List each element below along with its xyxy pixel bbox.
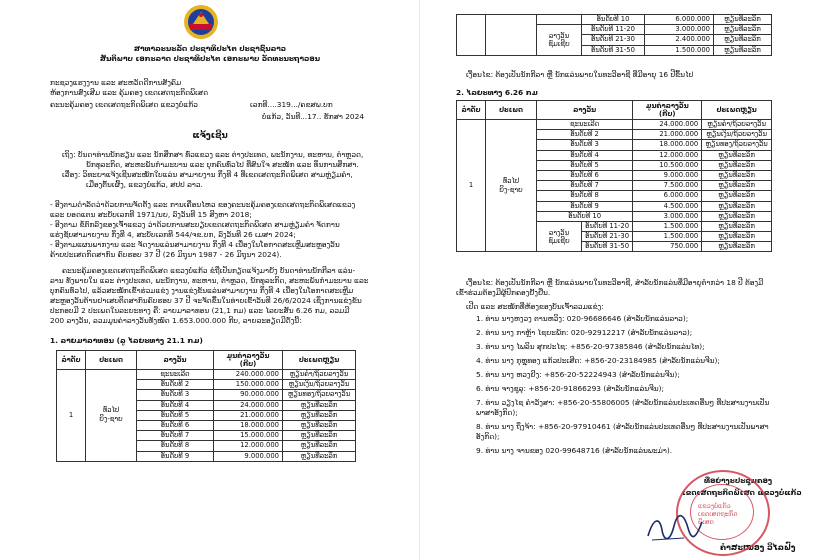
table-row [457, 15, 772, 25]
contact-intro: ເປີດ ແລະ ສະໝັກທີ່ຫ້ອງຂອງບັນເຈົ້າລວມແຂ່ງ: [466, 302, 604, 311]
document-number: ເລກທີ....319.../ຄຂສພ.ບກ [250, 100, 333, 109]
medal-cell: ຫຼຽນທີ່ລະລຶກ [702, 181, 772, 191]
header-cell: ລຳດັບ [57, 351, 86, 370]
award-cell: ອັນດັບທີ 9 [537, 201, 633, 211]
header-cell: ລາງວັນ [537, 101, 633, 120]
value-cell: 9.000.000 [633, 170, 702, 180]
value-cell: 1.500.000 [633, 232, 702, 242]
contact-item: 6. ທ່ານ ຈາງຊຸລຸ: +856-20-91866293 (ສຳລັບນັກແລ່ນຈີນ); [476, 384, 665, 393]
handwritten-signature [644, 508, 704, 548]
medal-cell: ຫຼຽນທີ່ລະລຶກ [714, 35, 772, 45]
contact-item: 3. ທ່ານ ນາງ ໄພລິນ ສຸກປະໄຊ: +856-20-97385846 (ສຳລັບນັກແລ່ນໄທ); [476, 342, 705, 351]
bullet-line: ແຮ່ງຊັບສາມາຍງານ ກິ່ງທີ 4, ສະບັບເລກທີ 544/ຈຂ.ບກ, ລົງວັນທີ 26 ເມສາ 2024; [50, 230, 296, 239]
award-cell: ອັນດັບທີ 4 [537, 150, 633, 160]
contact-item: 5. ທ່ານ ນາງ ຫວງຢິງ: +856-20-52224943 (ສຳລັບນັກແລ່ນຈີນ); [476, 370, 680, 379]
header-cell: ລຳດັບ [457, 101, 486, 120]
body-line: 200 ລາງວັນ, ລວມມູນຄ່າລາງວັນທັງໝົດ 1.653.000.000 ກີບ, ລາຍລະອຽດມີດັ່ງນີ້: [50, 316, 302, 325]
stamp-line: ພິເສດ [698, 518, 714, 526]
award-cell: ອັນດັບທີ 2 [137, 380, 214, 390]
value-cell: 90.000.000 [214, 390, 283, 400]
medal-cell: ຫຼຽນຄຳ/ຖ້ວຍລາງວັນ [283, 370, 356, 380]
value-cell: 12.000.000 [633, 150, 702, 160]
notice-title: ແຈ້ງເຊີນ [192, 131, 228, 141]
bullet-line: ແລະ ບອດແຕນ ສະບັບເລກທີ 1971/ນຍ, ລົງວັນທີ 15 ສິງຫາ 2018; [50, 210, 252, 219]
header-cell: ມູນຄ່າລາງວັນ (ກີບ) [633, 101, 702, 120]
award-cell: ອັນດັບທີ 7 [137, 431, 214, 441]
medal-cell: ຫຼຽນທີ່ລະລຶກ [702, 170, 772, 180]
header-line-1: ສາທາລະນະລັດ ປະຊາທິປະໄຕ ປະຊາຊົນລາວ [133, 44, 287, 53]
award-cell: ອັນດັບທີ 3 [137, 390, 214, 400]
value-cell: 21.000.000 [633, 130, 702, 140]
bullet-line: - ອີງຕາມດຳລັດວ່າດ້ວຍການຈັດຕັ້ງ ແລະ ການເຄື່ອນໄຫວ ຂອງຄະນະຄຸ້ມຄອງເຂດເສດຖະກິດພິເສດແຂວງ [50, 200, 356, 209]
ministry-line-2: ຫ້ອງການສົ່ງເສີມ ແລະ ຄຸ້ມຄອງ ເຂດເສດຖະກິດພິເສດ [50, 88, 209, 97]
award-cell: ອັນດັບທີ 2 [537, 130, 633, 140]
award-cell: ອັນດັບທີ 5 [137, 410, 214, 420]
header-line-2: ສັນຕິພາບ ເອກະລາດ ປະຊາທິປະໄຕ ເອກະພາບ ວັດທະນະຖາວອນ [99, 54, 321, 63]
group-label-cell: ລາງວັນ ຊົມເຊີຍ [537, 221, 582, 252]
value-cell: 18.000.000 [633, 140, 702, 150]
body-line: ສະຫຼອງວັນຕ້ານຢາເສບຕິດສາກົນຄົບຮອບ 37 ປີ ຈະຈັດຂຶ້ນໃນທ່າຍເຂົ້າວັນທີ 26/6/2024 ເຊິ່ງການແຂ່ງຂັນ [50, 296, 362, 305]
to-line-2: ນັກທຸລະກິດ, ສະຫະພັນກຳມະບານ ແລະ ບຸກຄົນທົ່ວໄປ ທີ່ສົນໃຈ ສະໝັກ ແລະ ທຶນການສຶກສາ. [86, 160, 359, 169]
medal-cell: ຫຼຽນທີ່ລະລຶກ [714, 25, 772, 35]
table-row [457, 120, 772, 130]
contact-item: 2. ທ່ານ ນາງ ກາຫຼ້າ ໄຊຍະພັກ: 020-92912217 (ສຳລັບນັກແລ່ນລາວ); [476, 328, 693, 337]
prize-table-1-continued [456, 14, 772, 56]
contact-item: ອັງກິດ); [476, 432, 500, 441]
contact-item: 7. ທ່ານ ວຽງໄຊ ຄຳວັງສາ: +856-20-55806005 (ສຳລັບນັກແລ່ນປະເທດອື່ນໆ ທີ່ປະສານງານເປັນ [476, 398, 770, 407]
award-cell: ອັນດັບທີ 11-20 [582, 221, 633, 231]
value-cell: 1.500.000 [633, 221, 702, 231]
ministry-line-1: ກະຊວງແຮງງານ ແລະ ສະຫວັດດີການສັງຄົມ [50, 78, 182, 87]
value-cell: 9.000.000 [214, 451, 283, 461]
row-number: 1 [57, 370, 86, 462]
header-cell: ມູນຄ່າລາງວັນ (ກີບ) [214, 351, 283, 370]
header-cell: ປະເພດ [86, 351, 137, 370]
row-number: 1 [457, 120, 486, 252]
state-emblem-icon [180, 3, 222, 41]
table-row [57, 370, 356, 380]
bullet-line: ຄ້າຍປະເສດກິດສາກົນ ຄົບຮອບ 37 ປີ (26 ມິຖຸນາ 1987 - 26 ມິຖຸນາ 2024). [50, 250, 282, 259]
subject-line-1: ເລື່ອງ: ວິທະຍາແຈ້ງເຊີນສະໝັກໃບແລ່ນ ສາມາຍງານ ກິ່ງທີ 4 ທີ່ເຂດເສດຖະກິດພິເສດ ສາມຫຼ່ຽມຄຳ, [62, 170, 353, 179]
empty-cell [537, 15, 582, 25]
award-cell: ອັນດັບທີ 10 [537, 211, 633, 221]
value-cell: 3.000.000 [633, 211, 702, 221]
stamp-line: ແຂວງບໍ່ແກ້ວ [698, 502, 731, 510]
medal-cell: ຫຼຽນທີ່ລະລຶກ [283, 420, 356, 430]
medal-cell: ຫຼຽນທີ່ລະລຶກ [702, 150, 772, 160]
medal-cell: ຫຼຽນທີ່ລະລຶກ [283, 400, 356, 410]
award-cell: ອັນດັບທີ 4 [137, 400, 214, 410]
right-page [420, 0, 840, 560]
body-line: ຄະນະຄຸ້ມຄອງເຂດເສດຖະກິດພິເສດ ແຂວງບໍ່ແກ້ວ ຂໍຖືເປັນກຽດແຈ້ງມາຍັງ ບັນດາທ່ານນັກກີລາ ແລ່ນ- [62, 266, 356, 275]
bullet-line: - ອີງຕາມ ຂໍ້ຕົກລົງຂອງເຈົ້າແຂວງ ວ່າດ້ວຍການສະບຽບເຂດເສດຖະກິດພິເສດ ສາມຫຼ່ຽມຄຳ ຈັດການ [50, 220, 340, 229]
award-cell: ອັນດັບທີ 31-50 [582, 45, 645, 55]
stamp-line: ເຂດເສດຖະກິດ [698, 510, 738, 518]
contact-item: 4. ທ່ານ ນາງ ກຸຫຼຸທອງ ແກ້ວປະເສີດ: +856-20-23184985 (ສຳລັບນັກແລ່ນຈີນ); [476, 356, 720, 365]
award-cell: ອັນດັບທີ 7 [537, 181, 633, 191]
medal-cell: ຫຼຽນທີ່ລະລຶກ [714, 45, 772, 55]
empty-cell [486, 15, 537, 56]
header-cell: ປະເພດ [486, 101, 537, 120]
header-cell: ປະເພດຫຼຽນ [702, 101, 772, 120]
subject-line-2: ເມືອງຕົ້ນເຜິ້ງ, ແຂວງບໍ່ແກ້ວ, ສປປ ລາວ. [86, 180, 203, 189]
body-line: ບຸກຄົນທົ່ວໄປ, ແລ້ວສະໝັກເຂົ້າຮ່ວມແຂ່ງ ງານແຂ່ງຂັນແລ່ນສາມາຍງານ ກິ່ງທີ 4 ເນື່ອງໃນໂອກາດສະເຫຼີມ [50, 286, 354, 295]
medal-cell: ຫຼຽນທີ່ລະລຶກ [283, 441, 356, 451]
body-line: ລານ ທັງພາຍໃນ ແລະ ຕ່າງປະເທດ, ພະນັກງານ, ທະຫານ, ຕຳຫຼວດ, ນັກທຸລະກິດ, ສະຫະພັນກຳມະບານ ແລະ [50, 276, 369, 285]
condition-note-2-line-1: ເງື່ອນໄຂ: ຕ້ອງເປັນນັກກີລາ ຫຼື ນັກແລ່ນພາຍໃນທະວີອາຊີ, ສຳລັບນັກແລ່ນທີ່ມີອາຍຸຕ່ຳກວ່າ 18 ປີ ຕ້ອງມີ [466, 278, 764, 287]
award-cell: ອັນດັບທີ 11-20 [582, 25, 645, 35]
empty-cell [457, 15, 486, 56]
medal-cell: ຫຼຽນທີ່ລະລຶກ [702, 191, 772, 201]
medal-cell: ຫຼຽນທີ່ລະລຶກ [702, 160, 772, 170]
medal-cell: ຫຼຽນທີ່ລະລຶກ [702, 201, 772, 211]
medal-cell: ຫຼຽນທີ່ລະລຶກ [702, 242, 772, 252]
award-cell: ອັນດັບທີ 9 [137, 451, 214, 461]
contact-item: 8. ທ່ານ ນາງ ຖິ່ງຈ້າ: +856-20-97910461 (ສຳລັບນັກແລ່ນປະເທດອື່ນໆ ທີ່ປະສານງານເປັນພາສາ [476, 422, 769, 431]
medal-cell: ຫຼຽນທີ່ລະລຶກ [714, 15, 772, 25]
award-cell: ອັນດັບທີ 6 [537, 170, 633, 180]
value-cell: 240.000.000 [214, 370, 283, 380]
value-cell: 3.000.000 [645, 25, 714, 35]
value-cell: 7.500.000 [633, 181, 702, 191]
signature-org-line-2: ເຂດເສດຖະກິດພິເສດ ແຂວງບໍ່ແກ້ວ [682, 488, 802, 497]
medal-cell: ຫຼຽນທອງ/ຖ້ວຍລາງວັນ [283, 390, 356, 400]
medal-cell: ຫຼຽນທີ່ລະລຶກ [702, 221, 772, 231]
group-label-cell: ລາງວັນ ຊົມເຊີຍ [537, 25, 582, 56]
value-cell: 15.000.000 [214, 431, 283, 441]
award-cell: ອັນດັບທີ 3 [537, 140, 633, 150]
medal-cell: ຫຼຽນທີ່ລະລຶກ [283, 451, 356, 461]
contact-item: 1. ທ່ານ ນາງຫງວງ ຕານຫວິງ: 020-96686646 (ສຳລັບນັກແລ່ນລາວ); [476, 314, 689, 323]
value-cell: 21.000.000 [214, 410, 283, 420]
award-cell: ອັນດັບທີ 8 [537, 191, 633, 201]
medal-cell: ຫຼຽນທີ່ລະລຶກ [702, 211, 772, 221]
body-line: ປະກອບມີ 2 ປະເພດໃນລະຍະທາງ ຄື: ລາຍມາລາທອນ (21,1 ກມ) ແລະ ໄລຍະສັ້ນ 6.26 ກມ, ລວມມີ [50, 306, 350, 315]
category-cell: ທົ່ວໄປ ຍິງ-ຊາຍ [86, 370, 137, 462]
table-header-row [57, 351, 356, 370]
signature-org-line-1: ທີ່ອຍ່າງະປະຊຸມຄອງ [704, 476, 773, 485]
bullet-line: - ອີງຕາມແຜນພາກງານ ແລະ ຈັດງານແລ່ນສາມາຍງານ ກິ່ງທີ 4 ເນື່ອງໃນໂອກາດສະເຫຼີມສະຫຼອງວັນ [50, 240, 340, 249]
medal-cell: ຫຼຽນທີ່ລະລຶກ [283, 431, 356, 441]
signer-name: ຄໍາສະໜອງ ວິໄລຟົງ [720, 543, 796, 552]
award-cell: ຊະນະເລີດ [137, 370, 214, 380]
award-cell: ອັນດັບທີ 31-50 [582, 242, 633, 252]
medal-cell: ຫຼຽນທີ່ລະລຶກ [702, 232, 772, 242]
ministry-line-3: ຄະນະຄຸ້ມຄອງ ເຂດເສດຖະກິດພິເສດ ແຂວງບໍ່ແກ້ວ [50, 100, 198, 109]
value-cell: 18.000.000 [214, 420, 283, 430]
medal-cell: ຫຼຽນເງິນ/ຖ້ວຍລາງວັນ [283, 380, 356, 390]
value-cell: 24.000.000 [633, 120, 702, 130]
contact-item: ພາສາອັງກິດ); [476, 408, 518, 417]
value-cell: 12.000.000 [214, 441, 283, 451]
condition-note-1: ເງື່ອນໄຂ: ຕ້ອງເປັນນັກກີລາ ຫຼື ນັກແລ່ນພາຍໃນທະວີອາຊີ ທີ່ມີອາຍຸ 16 ປີຂຶ້ນໄປ [466, 70, 694, 79]
value-cell: 6.000.000 [633, 191, 702, 201]
value-cell: 6.000.000 [645, 15, 714, 25]
value-cell: 4.500.000 [633, 201, 702, 211]
prize-table-2 [456, 100, 772, 252]
medal-cell: ຫຼຽນຄຳ/ຖ້ວຍລາງວັນ [702, 120, 772, 130]
document-date: ບໍ່ແກ້ວ, ວັນທີ...17.. ຮັກສາ 2024 [262, 112, 365, 121]
value-cell: 10.500.000 [633, 160, 702, 170]
award-cell: ອັນດັບທີ 21-30 [582, 232, 633, 242]
award-cell: ອັນດັບທີ 21-30 [582, 35, 645, 45]
value-cell: 2.400.000 [645, 35, 714, 45]
value-cell: 1.500.000 [645, 45, 714, 55]
category-cell: ທົ່ວໄປ ຍິງ-ຊາຍ [486, 120, 537, 252]
award-cell: ອັນດັບທີ 5 [537, 160, 633, 170]
contact-item: 9. ທ່ານ ນາງ ຈານຂອງ 020-99648716 (ສຳລັບນັກແລ່ນພະມ່າ). [476, 446, 673, 455]
header-cell: ປະເພດຫຼຽນ [283, 351, 356, 370]
award-cell: ຊະນະເລີດ [537, 120, 633, 130]
medal-cell: ຫຼຽນທອງ/ຖ້ວຍລາງວັນ [702, 140, 772, 150]
condition-note-2-line-2: ເຂົ້າຮ່ວມຕ້ອງມີຜູ້ປົກຄອງຢັ້ງຢືນ. [456, 288, 551, 297]
header-cell: ລາງວັນ [137, 351, 214, 370]
value-cell: 150.000.000 [214, 380, 283, 390]
award-cell: ອັນດັບທີ 10 [582, 15, 645, 25]
medal-cell: ຫຼຽນທີ່ລະລຶກ [283, 410, 356, 420]
table-header-row [457, 101, 772, 120]
prize-table-1 [56, 350, 356, 462]
to-line-1: ເຖິງ: ບັນດາທ່ານນັກຮຽນ ແລະ ນັກສຶກສາ ທົ່ວແຂວງ ແລະ ຕ່າງປະເທດ, ພະນັກງານ, ທະຫານ, ຕຳຫຼວດ, [62, 150, 364, 159]
value-cell: 750.000 [633, 242, 702, 252]
medal-cell: ຫຼຽນເງິນ/ຖ້ວຍລາງວັນ [702, 130, 772, 140]
section-1-title: 1. ລາຍມາລາທອນ (ລູ ໄລຍະທາງ 21.1 ກມ) [50, 336, 203, 345]
value-cell: 24.000.000 [214, 400, 283, 410]
award-cell: ອັນດັບທີ 8 [137, 441, 214, 451]
section-2-title: 2. ໄລຍະທາງ 6.26 ກມ [456, 88, 538, 97]
award-cell: ອັນດັບທີ 6 [137, 420, 214, 430]
